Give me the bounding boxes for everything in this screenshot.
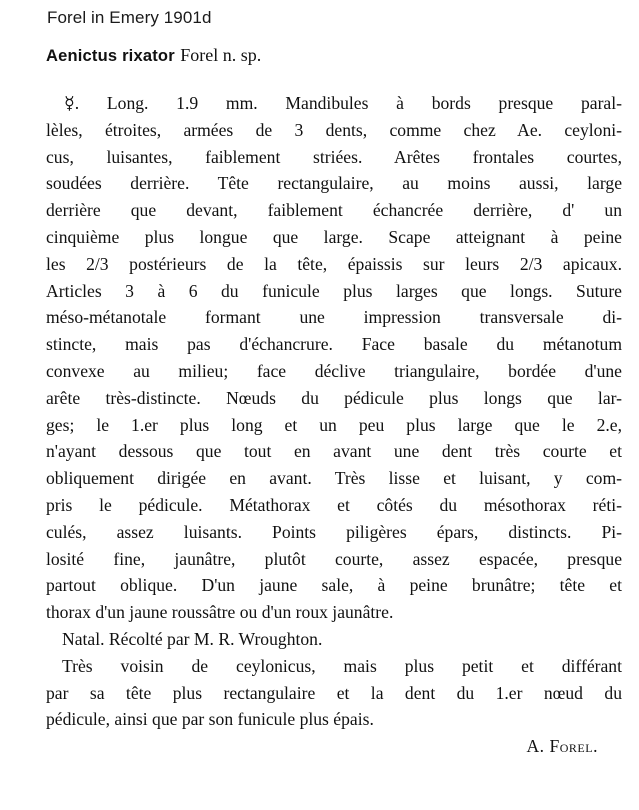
description-line: derrière que devant, faiblement échancrée derrière, d' un <box>46 200 622 221</box>
description-line: n'ayant dessous que tout en avant une dent très courte et <box>46 441 622 462</box>
species-title <box>46 45 261 66</box>
remarks-line: par sa tête plus rectangulaire et la dent du 1.er nœud du <box>46 682 622 703</box>
species-name: Aenictus rixator <box>46 47 175 65</box>
species-author: Forel n. sp. <box>180 45 262 65</box>
description-body <box>46 90 622 760</box>
description-line: ☿. Long. 1.9 mm. Mandibules à bords presque paral- <box>64 93 622 113</box>
description-line: les 2/3 postérieurs de la tête, épaissis sur leurs 2/3 apicaux. <box>46 253 622 274</box>
description-line: thorax d'un jaune roussâtre ou d'un roux jaunâtre. <box>46 602 394 623</box>
citation-header: Forel in Emery 1901d <box>47 8 212 27</box>
description-line: pris le pédicule. Métathorax et côtés du mésothorax réti- <box>46 494 622 515</box>
description-line: cinquième plus longue que large. Scape atteignant à peine <box>46 226 622 247</box>
description-line: arête très-distincte. Nœuds du pédicule plus longs que lar- <box>46 387 622 408</box>
description-line: cus, luisantes, faiblement striées. Arêtes frontales courtes, <box>46 146 622 167</box>
description-line: losité fine, jaunâtre, plutôt courte, assez espacée, presque <box>46 548 622 569</box>
description-line: obliquement dirigée en avant. Très lisse et luisant, y com- <box>46 468 622 489</box>
description-line: lèles, étroites, armées de 3 dents, comme chez Ae. ceyloni- <box>46 119 622 140</box>
author-signature <box>46 733 622 760</box>
description-line: convexe au milieu; face déclive triangulaire, bordée d'une <box>46 360 622 381</box>
description-line: stincte, mais pas d'échancrure. Face basale du métanotum <box>46 334 622 355</box>
remarks-line: pédicule, ainsi que par son funicule plus épais. <box>46 709 374 730</box>
description-line: ges; le 1.er plus long et un peu plus large que le 2.e, <box>46 414 622 435</box>
locality-line: Natal. Récolté par M. R. Wroughton. <box>62 628 323 649</box>
signature-text: A. Forel. <box>526 736 598 757</box>
description-line: Articles 3 à 6 du funicule plus larges que longs. Suture <box>46 280 622 301</box>
description-line: méso-métanotale formant une impression transversale di- <box>46 307 622 328</box>
description-line: culés, assez luisants. Points piligères épars, distincts. Pi- <box>46 521 622 542</box>
description-line: partout oblique. D'un jaune sale, à peine brunâtre; tête et <box>46 575 622 596</box>
remarks-line: Très voisin de ceylonicus, mais plus petit et différant <box>62 655 622 676</box>
description-line: soudées derrière. Tête rectangulaire, au moins aussi, large <box>46 173 622 194</box>
